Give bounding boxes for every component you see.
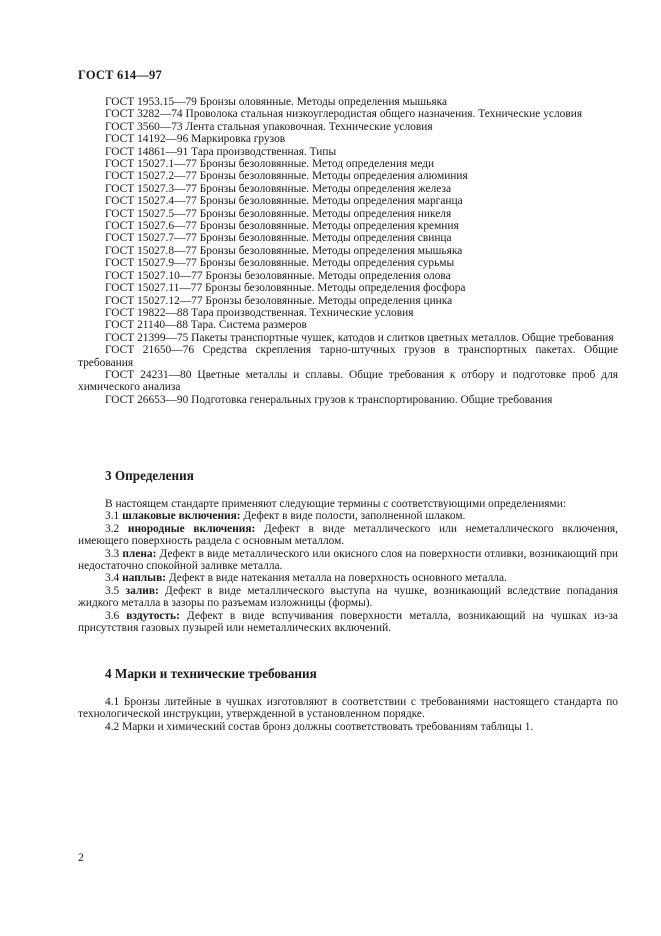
reference-item: ГОСТ 15027.1—77 Бронзы безоловянные. Метод определения меди — [105, 158, 435, 171]
definition-text: Дефект в виде металлического или неметаллического включения, имеющего поверхность раздела с основным металлом. — [78, 522, 618, 548]
section-heading: 4 Марки и технические требования — [105, 666, 317, 681]
definition-item — [78, 585, 618, 610]
reference-item: ГОСТ 19822—88 Тара производственная. Технические условия — [105, 306, 414, 319]
section-requirements — [78, 666, 618, 733]
definition-text: Дефект в виде вспучивания поверхности металла, возникающий на чушках из-за присутствия газовых пузырей или неметаллических включений. — [78, 609, 618, 635]
requirement-paragraph: 4.2 Марки и химический состав бронз должны соответствовать требованиям таблицы 1. — [105, 720, 534, 733]
definition-number: 3.2 — [105, 522, 120, 535]
definition-term: залив: — [125, 584, 159, 597]
section-intro: В настоящем стандарте применяют следующие термины с соответствующими определениями: — [105, 498, 567, 510]
section-definitions — [78, 468, 618, 634]
page-number: 2 — [78, 850, 84, 864]
definition-term: вздутость: — [126, 609, 180, 622]
reference-item: ГОСТ 24231—80 Цветные металлы и сплавы. Общие требования к отбору и подготовке проб для химического анализа — [78, 368, 618, 394]
reference-item: ГОСТ 14861—91 Тара производственная. Типы — [105, 145, 337, 158]
definition-number: 3.4 — [105, 572, 120, 585]
definition-item — [78, 523, 618, 548]
reference-item: ГОСТ 3560—73 Лента стальная упаковочная. Технические условия — [105, 120, 433, 133]
definition-item — [78, 572, 618, 584]
definition-text: Дефект в виде натекания металла на поверхность основного металла. — [168, 572, 507, 585]
reference-item: ГОСТ 21399—75 Пакеты транспортные чушек, катодов и слитков цветных металлов. Общие требования — [105, 331, 614, 344]
definition-term: наплыв: — [122, 572, 167, 585]
requirement-paragraph: 4.1 Бронзы литейные в чушках изготовляют в соответствии с требованиями настоящего стандарта по технологической инструкции, утвержденной в установленном порядке. — [78, 696, 618, 721]
reference-item: ГОСТ 14192—96 Маркировка грузов — [105, 133, 286, 146]
reference-item: ГОСТ 15027.7—77 Бронзы безоловянные. Методы определения свинца — [105, 232, 452, 245]
reference-item: ГОСТ 15027.12—77 Бронзы безоловянные. Методы определения цинка — [105, 294, 453, 307]
reference-item: ГОСТ 15027.8—77 Бронзы безоловянные. Методы определения мышьяка — [105, 244, 463, 257]
reference-item: ГОСТ 15027.11—77 Бронзы безоловянные. Методы определения фосфора — [105, 282, 466, 295]
reference-item: ГОСТ 15027.9—77 Бронзы безоловянные. Методы определения сурьмы — [105, 257, 455, 270]
definition-number: 3.6 — [105, 609, 120, 622]
reference-item: ГОСТ 15027.4—77 Бронзы безоловянные. Методы определения марганца — [105, 195, 463, 208]
definition-text: Дефект в виде металлического или окисного слоя на поверхности отливки, возникающий при недостаточно спокойной заливке металла. — [78, 547, 618, 573]
reference-item: ГОСТ 1953.15—79 Бронзы оловянные. Методы определения мышьяка — [105, 96, 448, 108]
definition-text: Дефект в виде полости, заполненной шлаком. — [243, 510, 466, 523]
definitions-list — [78, 510, 618, 634]
definition-term: шлаковые включения: — [122, 510, 241, 523]
reference-item: ГОСТ 26653—90 Подготовка генеральных грузов к транспортированию. Общие требования — [105, 393, 553, 406]
definition-term: плена: — [122, 547, 157, 560]
document-header: ГОСТ 614—97 — [78, 68, 162, 82]
reference-list — [78, 96, 618, 406]
definition-number: 3.1 — [105, 510, 120, 523]
definition-item — [78, 610, 618, 635]
reference-item: ГОСТ 21140—88 Тара. Система размеров — [105, 319, 307, 332]
definition-text: Дефект в виде металлического выступа на чушке, возникающий вследствие попадания жидкого металла в зазоры по разъемам изложницы (формы). — [78, 584, 618, 610]
reference-item: ГОСТ 15027.2—77 Бронзы безоловянные. Методы определения алюминия — [105, 170, 468, 183]
reference-item: ГОСТ 15027.10—77 Бронзы безоловянные. Методы определения олова — [105, 269, 451, 282]
definition-item — [78, 510, 618, 522]
section-heading: 3 Определения — [105, 468, 194, 483]
reference-item: ГОСТ 21650—76 Средства скрепления тарно-штучных грузов в транспортных пакетах. Общие требования — [78, 344, 618, 369]
reference-item: ГОСТ 3282—74 Проволока стальная низкоуглеродистая общего назначения. Технические условия — [105, 108, 583, 121]
reference-item: ГОСТ 15027.5—77 Бронзы безоловянные. Методы определения никеля — [105, 207, 452, 220]
definition-term: инородные включения: — [127, 522, 256, 535]
requirements-list — [78, 696, 618, 733]
reference-item: ГОСТ 15027.3—77 Бронзы безоловянные. Методы определения железа — [105, 182, 452, 195]
definition-number: 3.3 — [105, 547, 120, 560]
definition-number: 3.5 — [105, 584, 120, 597]
definition-item — [78, 548, 618, 573]
reference-item: ГОСТ 15027.6—77 Бронзы безоловянные. Методы определения кремния — [105, 220, 459, 233]
